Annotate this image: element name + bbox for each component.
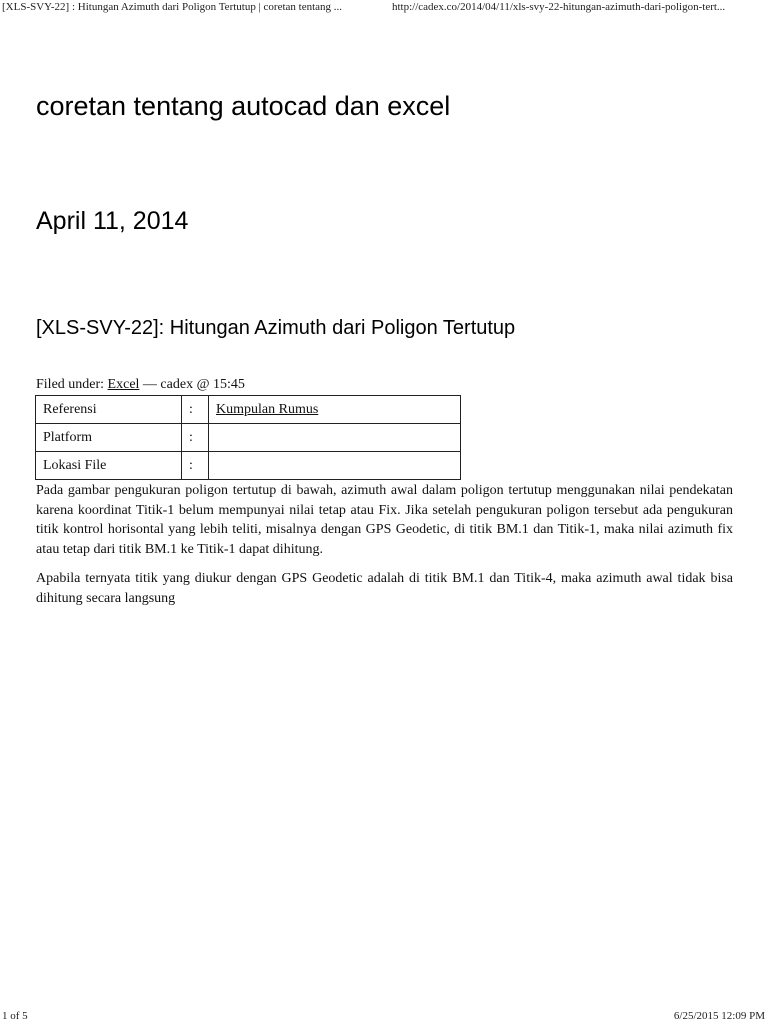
table-row xyxy=(36,452,461,480)
page-count: 1 of 5 xyxy=(2,1010,28,1022)
print-date: 6/25/2015 12:09 PM xyxy=(673,1010,765,1022)
print-footer xyxy=(0,1009,768,1024)
info-table xyxy=(35,395,461,480)
table-cell-value xyxy=(209,452,461,480)
print-header-url: http://cadex.co/2014/04/11/xls-svy-22-hitungan-azimuth-dari-poligon-tert... xyxy=(392,1,726,13)
table-cell-key: Platform xyxy=(36,424,182,452)
table-cell-key: Referensi xyxy=(36,396,182,424)
print-header xyxy=(0,0,768,14)
print-header-title: [XLS-SVY-22] : Hitungan Azimuth dari Poligon Tertutup | coretan tentang ... xyxy=(2,1,343,13)
paragraph: Pada gambar pengukuran poligon tertutup di bawah, azimuth awal dalam poligon tertutup menggunakan nilai pendekatan karena koordinat Titik-1 belum mempunyai nilai tetap atau Fix. Jika setelah pengukuran poligon tersebut ada pengukuran titik kontrol horisontal yang lebih teliti, misalnya dengan GPS Geodetic, di titik BM.1 dan Titik-1, maka nilai azimuth fix atau tetap dari titik BM.1 ke Titik-1 dapat dihitung. xyxy=(36,483,733,557)
blog-title[interactable]: coretan tentang autocad dan excel xyxy=(36,91,451,121)
kumpulan-rumus-link[interactable]: Kumpulan Rumus xyxy=(216,401,319,417)
post-date: April 11, 2014 xyxy=(36,207,189,235)
table-row xyxy=(36,396,461,424)
table-row xyxy=(36,424,461,452)
filed-under-label: Filed under: xyxy=(36,377,108,392)
table-cell-separator: : xyxy=(182,396,209,424)
post-title[interactable]: [XLS-SVY-22]: Hitungan Azimuth dari Poligon Tertutup xyxy=(36,317,516,339)
table-cell-separator: : xyxy=(182,424,209,452)
post-content xyxy=(36,481,733,618)
post-meta xyxy=(36,376,245,394)
table-cell-key: Lokasi File xyxy=(36,452,182,480)
table-cell-value xyxy=(209,396,461,424)
table-cell-separator: : xyxy=(182,452,209,480)
category-link-excel[interactable]: Excel xyxy=(107,377,140,392)
author-time: — cadex @ 15:45 xyxy=(139,377,245,392)
paragraph: Apabila ternyata titik yang diukur dengan GPS Geodetic adalah di titik BM.1 dan Titik-4, maka azimuth awal tidak bisa dihitung secara langsung xyxy=(36,571,733,606)
table-cell-value xyxy=(209,424,461,452)
